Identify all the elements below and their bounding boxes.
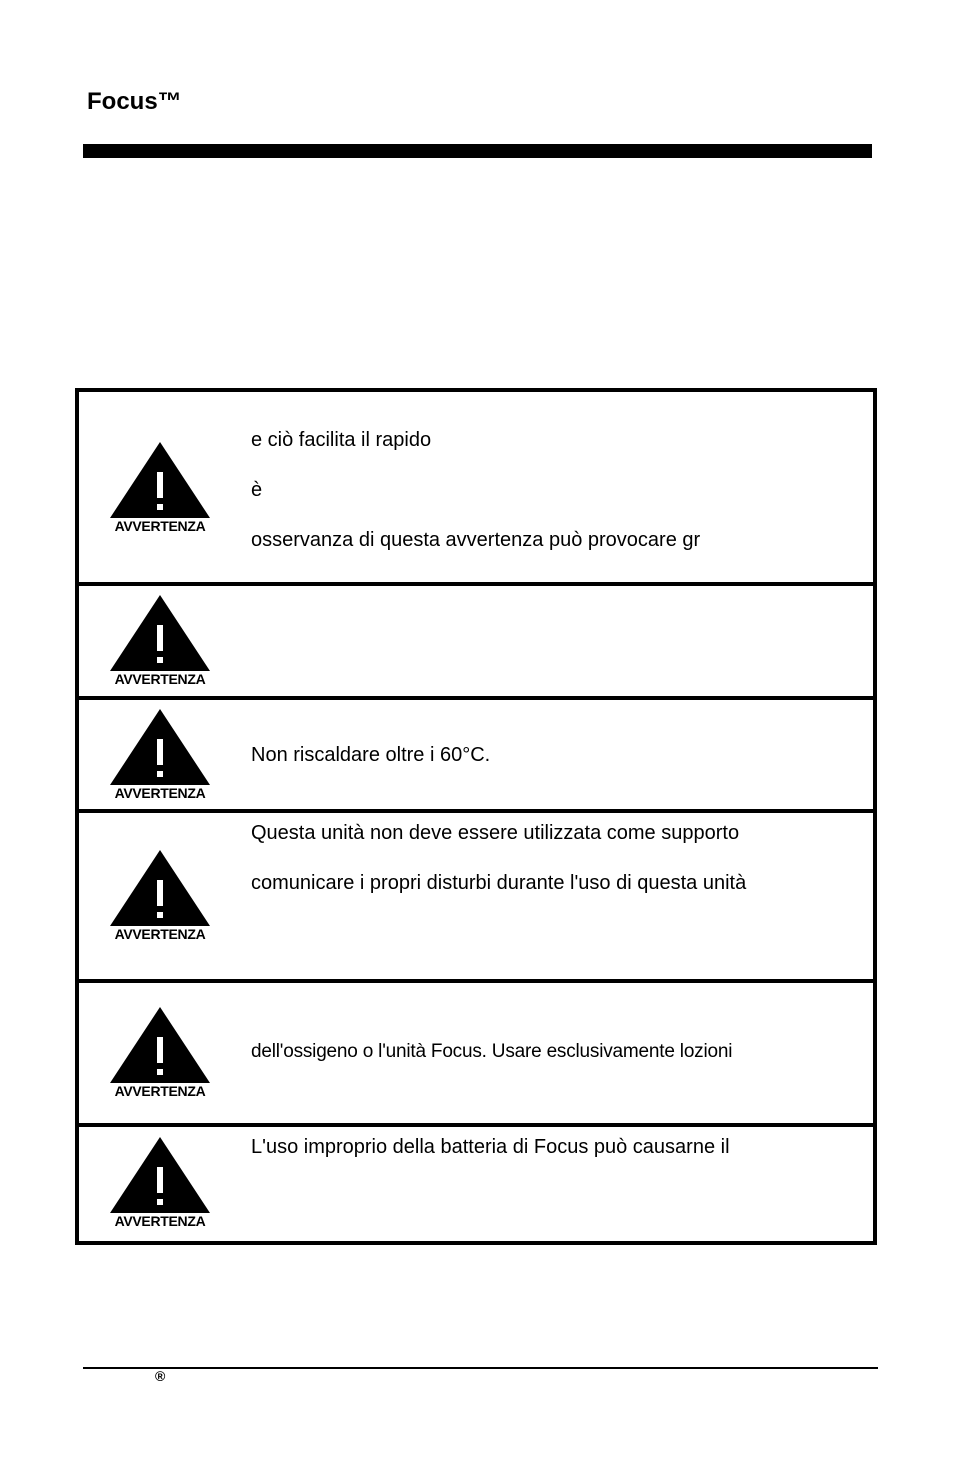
warning-line: dell'ossigeno o l'unità Focus. Usare esclusivamente lozioni: [251, 1041, 733, 1062]
warning-icon-block: [107, 1137, 213, 1229]
warning-icon-block: [107, 595, 213, 687]
warning-line: è: [251, 479, 263, 501]
registered-mark: ®: [155, 1368, 166, 1384]
warning-label: AVVERTENZA: [114, 1213, 206, 1229]
warning-triangle-icon: [110, 595, 210, 671]
warning-row: [79, 813, 873, 983]
warning-label: AVVERTENZA: [114, 785, 206, 801]
warning-label: AVVERTENZA: [114, 926, 206, 942]
warning-line: Non riscaldare oltre i 60°C.: [251, 744, 491, 766]
warning-icon-block: [107, 709, 213, 801]
warning-row: [79, 586, 873, 700]
warning-triangle-icon: [110, 442, 210, 518]
warning-icon-block: [107, 1007, 213, 1099]
warning-line: e ciò facilita il rapido: [251, 429, 432, 451]
warning-row: [79, 392, 873, 586]
warning-triangle-icon: [110, 850, 210, 926]
warning-icon-block: [107, 442, 213, 534]
warning-icon-block: [107, 850, 213, 942]
warning-row: [79, 1127, 873, 1241]
document-title: Focus™: [87, 88, 182, 115]
warning-triangle-icon: [110, 1007, 210, 1083]
warning-line: Questa unità non deve essere utilizzata come supporto: [251, 822, 740, 844]
footer-rule: [83, 1367, 878, 1369]
title-rule: [83, 144, 872, 158]
warning-line: osservanza di questa avvertenza può provocare gr: [251, 529, 701, 551]
warning-triangle-icon: [110, 1137, 210, 1213]
warning-row: [79, 700, 873, 813]
warning-label: AVVERTENZA: [114, 518, 206, 534]
warning-line: L'uso improprio della batteria di Focus può causarne il: [251, 1136, 730, 1158]
warnings-table: [75, 388, 877, 1245]
warning-label: AVVERTENZA: [114, 671, 206, 687]
warning-triangle-icon: [110, 709, 210, 785]
warning-line: comunicare i propri disturbi durante l'uso di questa unità: [251, 872, 747, 894]
warning-row: [79, 983, 873, 1127]
warning-label: AVVERTENZA: [114, 1083, 206, 1099]
